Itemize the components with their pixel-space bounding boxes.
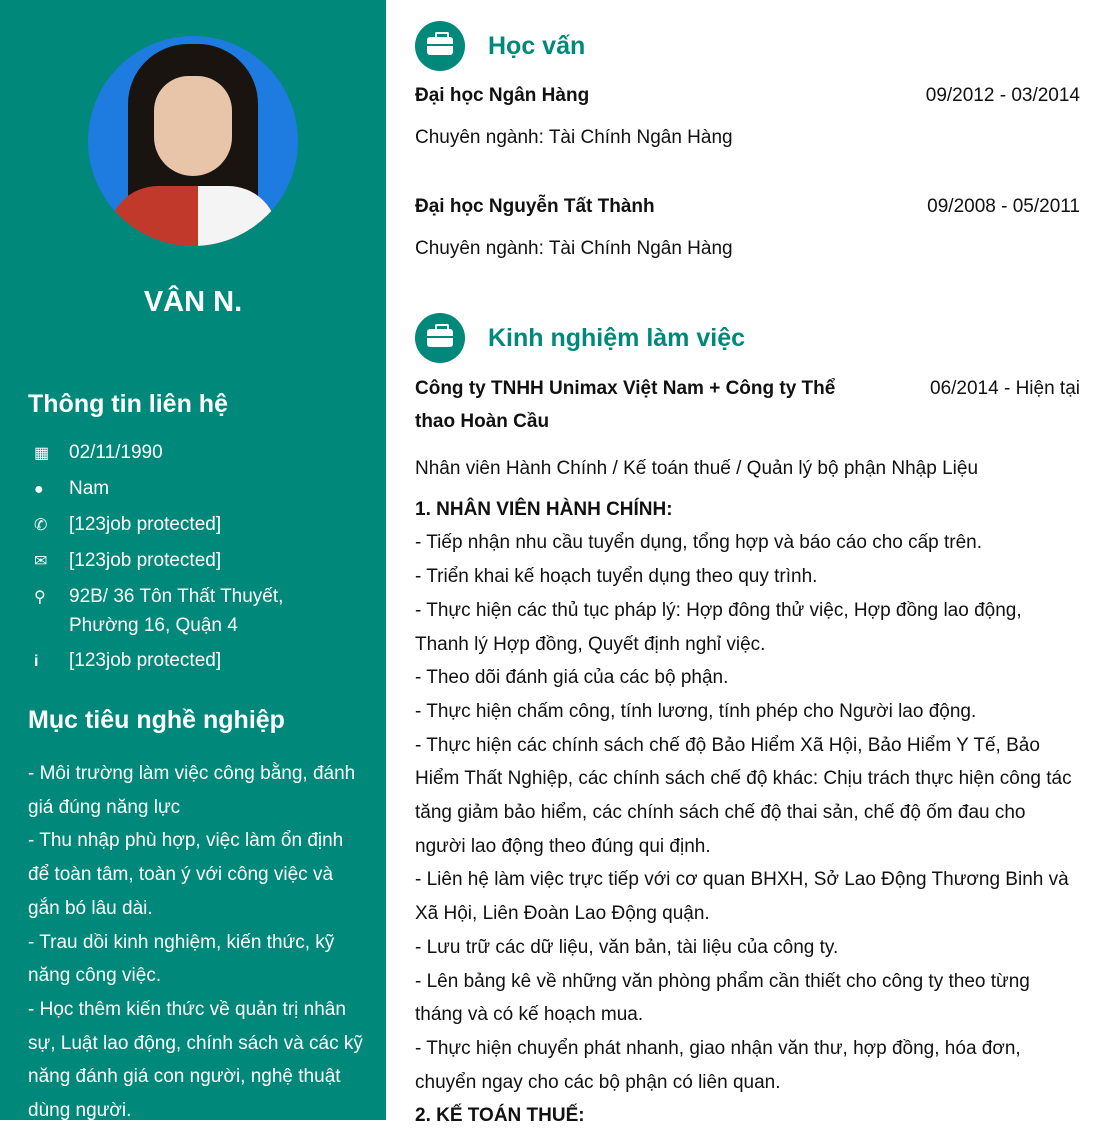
map-marker-icon: ⚲ bbox=[34, 589, 46, 606]
education-header bbox=[415, 21, 585, 71]
sidebar bbox=[0, 0, 386, 1120]
contact-birthday: ▦ 02/11/1990 bbox=[34, 438, 309, 468]
education-item: Đại học Ngân Hàng 09/2012 - 03/2014 Chuyên ngành: Tài Chính Ngân Hàng bbox=[415, 85, 1080, 148]
briefcase-icon bbox=[415, 313, 465, 363]
education-item: Đại học Nguyễn Tất Thành 09/2008 - 05/2011 Chuyên ngành: Tài Chính Ngân Hàng bbox=[415, 196, 1080, 259]
experience-header bbox=[415, 313, 745, 363]
contact-email: ✉ [123job protected] bbox=[34, 546, 309, 576]
contact-phone: ✆ [123job protected] bbox=[34, 510, 309, 540]
envelope-icon: ✉ bbox=[34, 553, 48, 570]
education-title: Học vấn bbox=[488, 31, 586, 60]
objective-text: - Môi trường làm việc công bằng, đánh giá đúng năng lực - Thu nhập phù hợp, việc làm ổn định để toàn tâm, toàn ý với công việc và gắn bó lâu dài. - Trau dồi kinh nghiệm, kiến thức, kỹ năng công việc. - Học thêm kiến thức về quản trị nhân sự, Luật lao động, chính sách và các kỹ năng đánh giá con người, nghệ thuật dùng người. bbox=[28, 763, 363, 1122]
user-icon: ● bbox=[34, 481, 44, 498]
experience-item: Công ty TNHH Unimax Việt Nam + Công ty Thể thao Hoàn Cầu 06/2014 - Hiện tại bbox=[415, 378, 1080, 432]
experience-title: Kinh nghiệm làm việc bbox=[488, 323, 746, 352]
contact-gender: ● Nam bbox=[34, 474, 309, 504]
candidate-name: VÂN N. bbox=[143, 286, 243, 318]
contact-address: ⚲ 92B/ 36 Tôn Thất Thuyết, Phường 16, Quận 4 bbox=[34, 582, 309, 640]
contact-title: Thông tin liên hệ bbox=[28, 390, 228, 418]
info-icon: i bbox=[34, 653, 39, 670]
avatar bbox=[88, 36, 298, 246]
briefcase-icon bbox=[415, 21, 465, 71]
phone-icon: ✆ bbox=[34, 517, 48, 534]
experience-description: Nhân viên Hành Chính / Kế toán thuế / Quản lý bộ phận Nhập Liệu 1. NHÂN VIÊN HÀNH CHÍNH: - Tiếp nhận nhu cầu tuyển dụng, tổng hợp và báo cáo cho cấp trên. - Triển khai kế hoạch tuyển dụng theo quy trình. - Thực hiện các thủ tục pháp lý: Hợp đông thử việc, Hợp đồng lao động, Thanh lý Hợp đồng, Quyết định nghỉ việc. - Theo dõi đánh giá của các bộ phận. - Thực hiện chấm công, tính lương, tính phép cho Người lao động. - Thực hiện các chính sách chế độ Bảo Hiểm Xã Hội, Bảo Hiểm Y Tế, Bảo Hiểm Thất Nghiệp, các chính sách chế độ khác: Chịu trách thực hiện công tác tăng giảm bảo hiểm, các chính sách chế độ thai sản, chế độ ốm đau cho người lao động theo đúng qui định. - Liên hệ làm việc trực tiếp với cơ quan BHXH, Sở Lao Động Thương Binh và Xã Hội, Liên Đoàn Lao Động quận. - Lưu trữ các dữ liệu, văn bản, tài liệu của công ty. - Lên bảng kê về những văn phòng phẩm cần thiết cho công ty theo từng tháng và có kế hoạch mua. - Thực hiện chuyển phát nhanh, giao nhận văn thư, hợp đồng, hóa đơn, chuyển ngay cho các bộ phận có liên quan. 2. KẾ TOÁN THUẾ: bbox=[415, 458, 1072, 1127]
calendar-icon: ▦ bbox=[34, 445, 50, 462]
objective-title: Mục tiêu nghề nghiệp bbox=[28, 706, 285, 734]
contact-info: i [123job protected] bbox=[34, 646, 309, 676]
contact-list bbox=[34, 438, 309, 682]
